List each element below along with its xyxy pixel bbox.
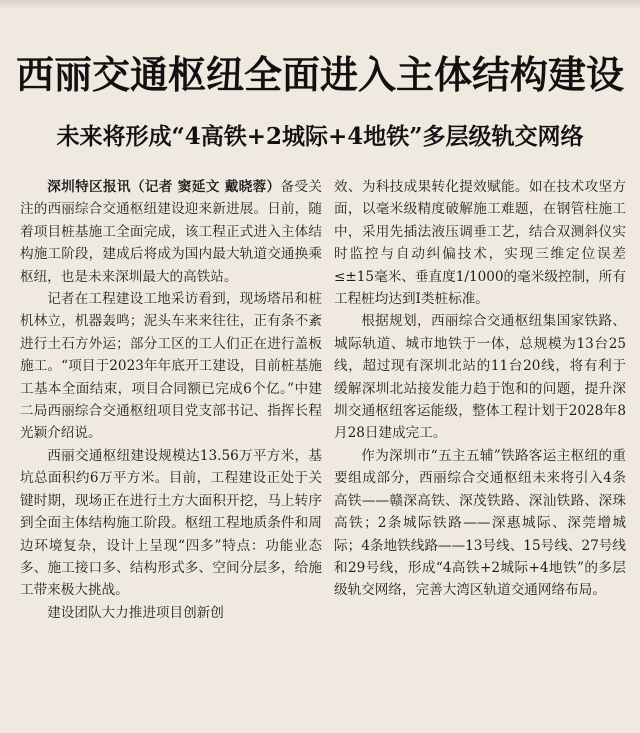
paragraph-lead xyxy=(20,176,322,288)
lead-text: 备受关注的西丽综合交通枢纽建设迎来新进展。日前，随着项目桩基施工全面完成，该工程正式进入主体结构施工阶段，建成后将成为国内最大轨道交通换乘枢纽，也是未来深圳最大的高铁站。 xyxy=(20,179,323,285)
byline: 深圳特区报讯（记者 窦延文 戴晓蓉） xyxy=(47,179,281,195)
paragraph-innovation-start: 建设团队大力推进项目创新创 xyxy=(47,604,224,621)
subheadline: 未来将形成“4高铁+2城际+4地铁”多层级轨交网络 xyxy=(56,123,584,150)
paragraph-network: 作为深圳市“五主五辅”铁路客运主枢纽的重要组成部分，西丽综合交通枢纽未来将引入4条高铁——赣深高铁、深茂铁路、深汕铁路、深珠高铁；2条城际铁路——深惠城际、深莞增城际；4条地铁线路——13号线、15号线、27号线和29号线，形成“4高铁+2城际+4地铁”的多层级轨交网络，完善大湾区轨道交通网络布局。 xyxy=(334,447,626,599)
paragraph-innovation-cont: 效、为科技成果转化提效赋能。如在技术攻坚方面，以毫米级精度破解施工难题，在钢管柱施工中，采用先插法液压调垂工艺，结合双测斜仪实时监控与自动纠偏技术，实现三维定位误差≤±15毫米、垂直度1/1000的毫米级控制，所有工程桩均达到I类桩标准。 xyxy=(334,179,626,308)
headline: 西丽交通枢纽全面进入主体结构建设 xyxy=(15,53,624,97)
left-column xyxy=(20,176,322,624)
paragraph-site-visit: 记者在工程建设工地采访看到，现场塔吊和桩机林立，机器轰鸣；泥头车来来往往，正有条不紊进行土石方外运；部分工区的工人们正在进行盖板施工。“项目于2023年年底开工建设，目前桩基施工基本全面结束，项目合同额已完成6个亿。”中建二局西丽综合交通枢纽项目党支部书记、指挥长程光颖介绍说。 xyxy=(20,291,322,442)
paragraph-scale: 西丽交通枢纽建设规模达13.56万平方米，基坑总面积约6万平方米。目前，工程建设正处于关键时期，现场正在进行土方大面积开挖，马上转序到全面主体结构施工阶段。枢纽工程地质条件和周边环境复杂，设计上呈现“四多”特点：功能业态多、施工接口多、结构形式多、空间分层多，给施工带来极大挑战。 xyxy=(20,447,322,599)
column-divider xyxy=(327,176,328,731)
page-top-edge xyxy=(0,0,640,10)
paragraph-planning: 根据规划，西丽综合交通枢纽集国家铁路、城际轨道、城市地铁于一体，总规模为13台25线，超过现有深圳北站的11台20线，将有利于缓解深圳北站接发能力趋于饱和的问题，提升深圳交通枢纽客运能级，整体工程计划于2028年8月28日建成完工。 xyxy=(334,313,626,442)
right-column xyxy=(334,176,626,602)
